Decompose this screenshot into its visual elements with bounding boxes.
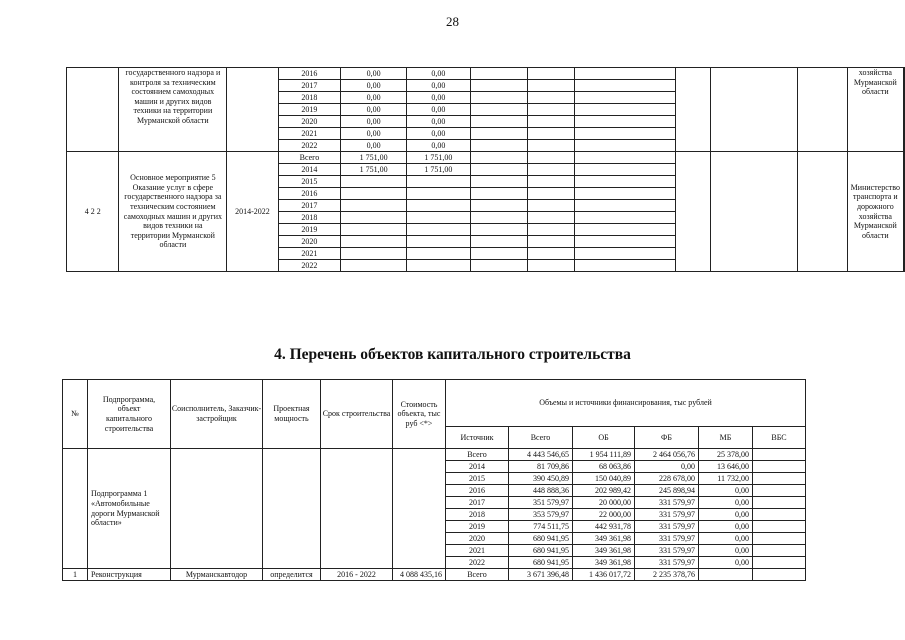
vbs-cell <box>753 485 806 497</box>
empty-cell <box>470 152 527 164</box>
capital-construction-table <box>62 379 806 581</box>
object-name: Реконструкция <box>88 569 171 581</box>
mb-cell: 0,00 <box>699 557 753 569</box>
total-cell <box>341 248 407 260</box>
empty-cell <box>527 116 574 128</box>
measure-period: 2014-2022 <box>227 152 278 272</box>
empty-cell <box>575 176 676 188</box>
total-cell: 0,00 <box>341 92 407 104</box>
empty-cell <box>527 200 574 212</box>
ob-cell <box>406 200 470 212</box>
ob-cell: 1 751,00 <box>406 152 470 164</box>
indicator-value-cell <box>710 152 797 272</box>
mb-cell: 25 378,00 <box>699 449 753 461</box>
year-cell: 2016 <box>278 68 341 80</box>
vbs-cell <box>753 509 806 521</box>
empty-cell <box>527 188 574 200</box>
total-cell: 774 511,75 <box>509 521 573 533</box>
object-cost: 4 088 435,16 <box>393 569 446 581</box>
col-header-source: Источник <box>446 427 509 449</box>
empty-cell <box>470 68 527 80</box>
empty-cell <box>527 176 574 188</box>
ob-cell: 202 989,42 <box>573 485 635 497</box>
empty-cell <box>575 152 676 164</box>
mb-cell: 0,00 <box>699 545 753 557</box>
ob-cell <box>406 188 470 200</box>
source-cell: 2016 <box>446 485 509 497</box>
year-cell: 2020 <box>278 236 341 248</box>
page-number: 28 <box>446 14 459 29</box>
empty-cell <box>527 152 574 164</box>
empty-cell <box>575 104 676 116</box>
empty-cell <box>575 188 676 200</box>
total-cell: 680 941,95 <box>509 557 573 569</box>
mb-cell: 0,00 <box>699 485 753 497</box>
year-cell: 2019 <box>278 224 341 236</box>
indicator-cell <box>675 68 710 152</box>
empty-cell <box>575 92 676 104</box>
measure-description: государственного надзора и контроля за техническим состоянием самоходных машин и других видов техники на территории Мурманской области <box>119 68 227 152</box>
empty-cell <box>575 224 676 236</box>
ob-cell: 349 361,98 <box>573 533 635 545</box>
empty-cell <box>470 224 527 236</box>
measure-number <box>67 68 119 152</box>
vbs-cell <box>753 533 806 545</box>
fb-cell: 331 579,97 <box>635 509 699 521</box>
total-cell: 680 941,95 <box>509 533 573 545</box>
note-cell <box>904 152 905 272</box>
empty-cell <box>527 68 574 80</box>
year-cell: 2015 <box>278 176 341 188</box>
col-header-cost: Стоимость объекта, тыс руб <*> <box>393 380 446 449</box>
top-table <box>66 67 905 272</box>
total-cell: 0,00 <box>341 116 407 128</box>
empty-cell <box>470 260 527 272</box>
col-header-num: № <box>63 380 88 449</box>
vbs-cell <box>753 497 806 509</box>
col-header-vbs: ВБС <box>753 427 806 449</box>
ob-cell: 349 361,98 <box>573 557 635 569</box>
object-vbs <box>753 569 806 581</box>
total-cell <box>341 200 407 212</box>
total-cell <box>341 260 407 272</box>
top-table-row <box>67 68 905 80</box>
mb-cell: 0,00 <box>699 521 753 533</box>
ob-cell: 1 751,00 <box>406 164 470 176</box>
mb-cell: 0,00 <box>699 533 753 545</box>
mb-cell: 0,00 <box>699 509 753 521</box>
vbs-cell <box>753 461 806 473</box>
year-cell: 2014 <box>278 164 341 176</box>
ob-cell <box>406 212 470 224</box>
empty-cell <box>470 92 527 104</box>
indicator-cell <box>675 152 710 272</box>
object-mb <box>699 569 753 581</box>
vbs-cell <box>753 545 806 557</box>
year-cell: 2022 <box>278 260 341 272</box>
mb-cell: 11 732,00 <box>699 473 753 485</box>
empty-cell <box>575 140 676 152</box>
total-cell: 448 888,36 <box>509 485 573 497</box>
year-cell: 2021 <box>278 248 341 260</box>
total-cell: 351 579,97 <box>509 497 573 509</box>
header-row <box>63 380 806 427</box>
empty-cell <box>470 140 527 152</box>
object-fb: 2 235 378,76 <box>635 569 699 581</box>
empty-cell <box>470 128 527 140</box>
empty-cell <box>527 80 574 92</box>
year-cell: 2021 <box>278 128 341 140</box>
term-cell <box>321 449 393 569</box>
source-cell: 2018 <box>446 509 509 521</box>
fb-cell: 245 898,94 <box>635 485 699 497</box>
object-ob: 1 436 017,72 <box>573 569 635 581</box>
empty-cell <box>527 128 574 140</box>
total-cell <box>341 176 407 188</box>
total-cell: 1 751,00 <box>341 152 407 164</box>
measure-period <box>227 68 278 152</box>
ob-cell: 1 954 111,89 <box>573 449 635 461</box>
year-cell: 2022 <box>278 140 341 152</box>
total-cell: 680 941,95 <box>509 545 573 557</box>
year-cell: 2018 <box>278 92 341 104</box>
empty-cell <box>575 212 676 224</box>
total-cell <box>341 188 407 200</box>
total-cell <box>341 212 407 224</box>
source-cell: 2022 <box>446 557 509 569</box>
object-source: Всего <box>446 569 509 581</box>
total-cell <box>341 224 407 236</box>
col-header-total: Всего <box>509 427 573 449</box>
ob-cell <box>406 236 470 248</box>
ob-cell: 150 040,89 <box>573 473 635 485</box>
source-cell: 2015 <box>446 473 509 485</box>
measure-number: 4 2 2 <box>67 152 119 272</box>
mb-cell: 13 646,00 <box>699 461 753 473</box>
ob-cell <box>406 260 470 272</box>
total-cell: 0,00 <box>341 104 407 116</box>
ob-cell: 0,00 <box>406 116 470 128</box>
num-cell <box>63 449 88 569</box>
fb-cell: 331 579,97 <box>635 545 699 557</box>
ob-cell: 20 000,00 <box>573 497 635 509</box>
ob-cell: 0,00 <box>406 92 470 104</box>
source-cell: 2020 <box>446 533 509 545</box>
fb-cell: 331 579,97 <box>635 557 699 569</box>
vbs-cell <box>753 521 806 533</box>
section-title: 4. Перечень объектов капитального строительства <box>274 346 631 363</box>
col-header-capacity: Проектная мощность <box>263 380 321 449</box>
source-cell: 2017 <box>446 497 509 509</box>
fb-cell: 2 464 056,76 <box>635 449 699 461</box>
top-table-row <box>67 152 905 164</box>
empty-cell <box>527 260 574 272</box>
ob-cell <box>406 224 470 236</box>
ob-cell: 68 063,86 <box>573 461 635 473</box>
fb-cell: 228 678,00 <box>635 473 699 485</box>
source-cell: 2021 <box>446 545 509 557</box>
total-cell: 353 579,97 <box>509 509 573 521</box>
ob-cell: 0,00 <box>406 80 470 92</box>
empty-cell <box>470 188 527 200</box>
col-header-subprogram: Подпрограмма, объект капитального строительства <box>88 380 171 449</box>
empty-cell <box>527 164 574 176</box>
fb-cell: 331 579,97 <box>635 497 699 509</box>
year-cell: 2019 <box>278 104 341 116</box>
object-term: 2016 - 2022 <box>321 569 393 581</box>
empty-cell <box>575 80 676 92</box>
empty-cell <box>470 104 527 116</box>
source-cell: 2014 <box>446 461 509 473</box>
empty-cell <box>575 248 676 260</box>
empty-cell <box>575 236 676 248</box>
col-header-ob: ОБ <box>573 427 635 449</box>
indicator-year-cell <box>798 68 847 152</box>
ob-cell: 0,00 <box>406 128 470 140</box>
cost-cell <box>393 449 446 569</box>
vbs-cell <box>753 557 806 569</box>
year-cell: 2016 <box>278 188 341 200</box>
indicator-value-cell <box>710 68 797 152</box>
fb-cell: 331 579,97 <box>635 533 699 545</box>
year-cell: 2017 <box>278 200 341 212</box>
total-cell: 0,00 <box>341 140 407 152</box>
executor-cell: Министерство транспорта и дорожного хозяйства Мурманской области <box>847 152 903 272</box>
empty-cell <box>527 104 574 116</box>
empty-cell <box>527 236 574 248</box>
object-number: 1 <box>63 569 88 581</box>
note-cell <box>904 68 905 152</box>
total-cell: 4 443 546,65 <box>509 449 573 461</box>
contractor-cell <box>171 449 263 569</box>
vbs-cell <box>753 449 806 461</box>
col-header-contractor: Соисполнитель, Заказчик-застройщик <box>171 380 263 449</box>
empty-cell <box>470 80 527 92</box>
empty-cell <box>470 116 527 128</box>
object-total: 3 671 396,48 <box>509 569 573 581</box>
total-cell: 0,00 <box>341 128 407 140</box>
empty-cell <box>527 212 574 224</box>
capacity-cell <box>263 449 321 569</box>
ob-cell: 349 361,98 <box>573 545 635 557</box>
empty-cell <box>527 140 574 152</box>
ob-cell: 442 931,78 <box>573 521 635 533</box>
empty-cell <box>527 248 574 260</box>
vbs-cell <box>753 473 806 485</box>
indicator-year-cell <box>798 152 847 272</box>
year-cell: Всего <box>278 152 341 164</box>
col-header-fb: ФБ <box>635 427 699 449</box>
source-cell: Всего <box>446 449 509 461</box>
empty-cell <box>575 164 676 176</box>
subprogram-name: Подпрограмма 1 «Автомобильные дороги Мурманской области» <box>88 449 171 569</box>
ob-cell: 0,00 <box>406 68 470 80</box>
ob-cell: 0,00 <box>406 104 470 116</box>
financing-row <box>63 449 806 461</box>
mb-cell: 0,00 <box>699 497 753 509</box>
empty-cell <box>575 116 676 128</box>
fb-cell: 331 579,97 <box>635 521 699 533</box>
ob-cell <box>406 248 470 260</box>
executor-cell: хозяйства Мурманской области <box>847 68 903 152</box>
total-cell: 0,00 <box>341 68 407 80</box>
col-header-term: Срок строительства <box>321 380 393 449</box>
col-header-financing: Объемы и источники финансирования, тыс рублей <box>446 380 806 427</box>
object-contractor: Мурманскавтодор <box>171 569 263 581</box>
fb-cell: 0,00 <box>635 461 699 473</box>
empty-cell <box>527 92 574 104</box>
measure-description: Основное мероприятие 5 Оказание услуг в сфере государственного надзора за техническим состоянием самоходных машин и других видов техники на территории Мурманской области <box>119 152 227 272</box>
empty-cell <box>575 128 676 140</box>
total-cell: 0,00 <box>341 80 407 92</box>
total-cell <box>341 236 407 248</box>
ob-cell: 0,00 <box>406 140 470 152</box>
total-cell: 390 450,89 <box>509 473 573 485</box>
year-cell: 2020 <box>278 116 341 128</box>
empty-cell <box>575 68 676 80</box>
total-cell: 1 751,00 <box>341 164 407 176</box>
year-cell: 2017 <box>278 80 341 92</box>
empty-cell <box>575 260 676 272</box>
object-capacity: определится <box>263 569 321 581</box>
object-row <box>63 569 806 581</box>
empty-cell <box>470 248 527 260</box>
source-cell: 2019 <box>446 521 509 533</box>
ob-cell: 22 000,00 <box>573 509 635 521</box>
empty-cell <box>470 164 527 176</box>
ob-cell <box>406 176 470 188</box>
empty-cell <box>527 224 574 236</box>
empty-cell <box>470 212 527 224</box>
total-cell: 81 709,86 <box>509 461 573 473</box>
empty-cell <box>470 200 527 212</box>
col-header-mb: МБ <box>699 427 753 449</box>
year-cell: 2018 <box>278 212 341 224</box>
empty-cell <box>470 176 527 188</box>
empty-cell <box>575 200 676 212</box>
empty-cell <box>470 236 527 248</box>
